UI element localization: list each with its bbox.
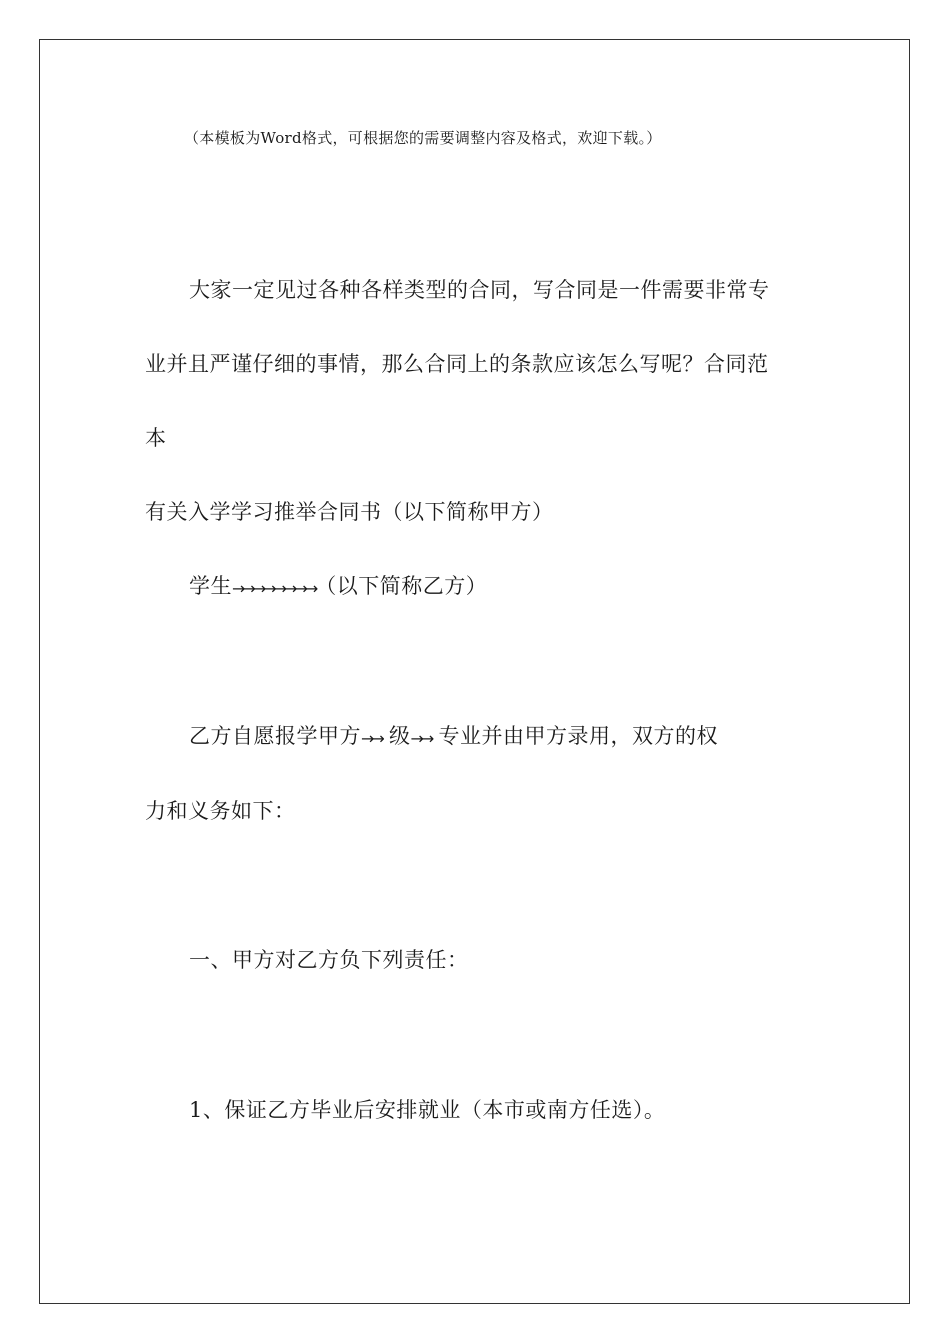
intro-paragraph-line-1: 大家一定见过各种各样类型的合同，写合同是一件需要非常专	[189, 278, 770, 302]
clause-1: 1、保证乙方毕业后安排就业（本市或南方任选）。	[189, 1098, 666, 1122]
enrollment-prefix: 乙方自愿报学甲方	[189, 724, 361, 748]
section-1-heading: 一、甲方对乙方负下列责任：	[189, 948, 469, 972]
contract-title-line: 有关入学学习推举合同书（以下简称甲方）	[145, 500, 554, 524]
template-note: （本模板为Word格式，可根据您的需要调整内容及格式，欢迎下载。）	[184, 129, 662, 147]
enrollment-suffix: 专业并由甲方录用，双方的权	[431, 724, 718, 748]
enrollment-line-2: 力和义务如下：	[145, 799, 296, 823]
major-blank: →→	[410, 729, 432, 748]
grade-label: 级	[381, 724, 411, 748]
enrollment-line-1	[189, 724, 718, 750]
intro-paragraph-line-3: 本	[145, 426, 167, 450]
student-label: 学生	[189, 574, 232, 598]
intro-paragraph-line-2: 业并且严谨仔细的事情，那么合同上的条款应该怎么写呢？合同范	[145, 352, 769, 376]
student-abbrev-note: （以下简称乙方）	[315, 574, 488, 598]
student-name-blank: →→→→→→→→	[232, 579, 316, 598]
student-line	[189, 574, 487, 600]
grade-blank: →→	[361, 729, 382, 748]
